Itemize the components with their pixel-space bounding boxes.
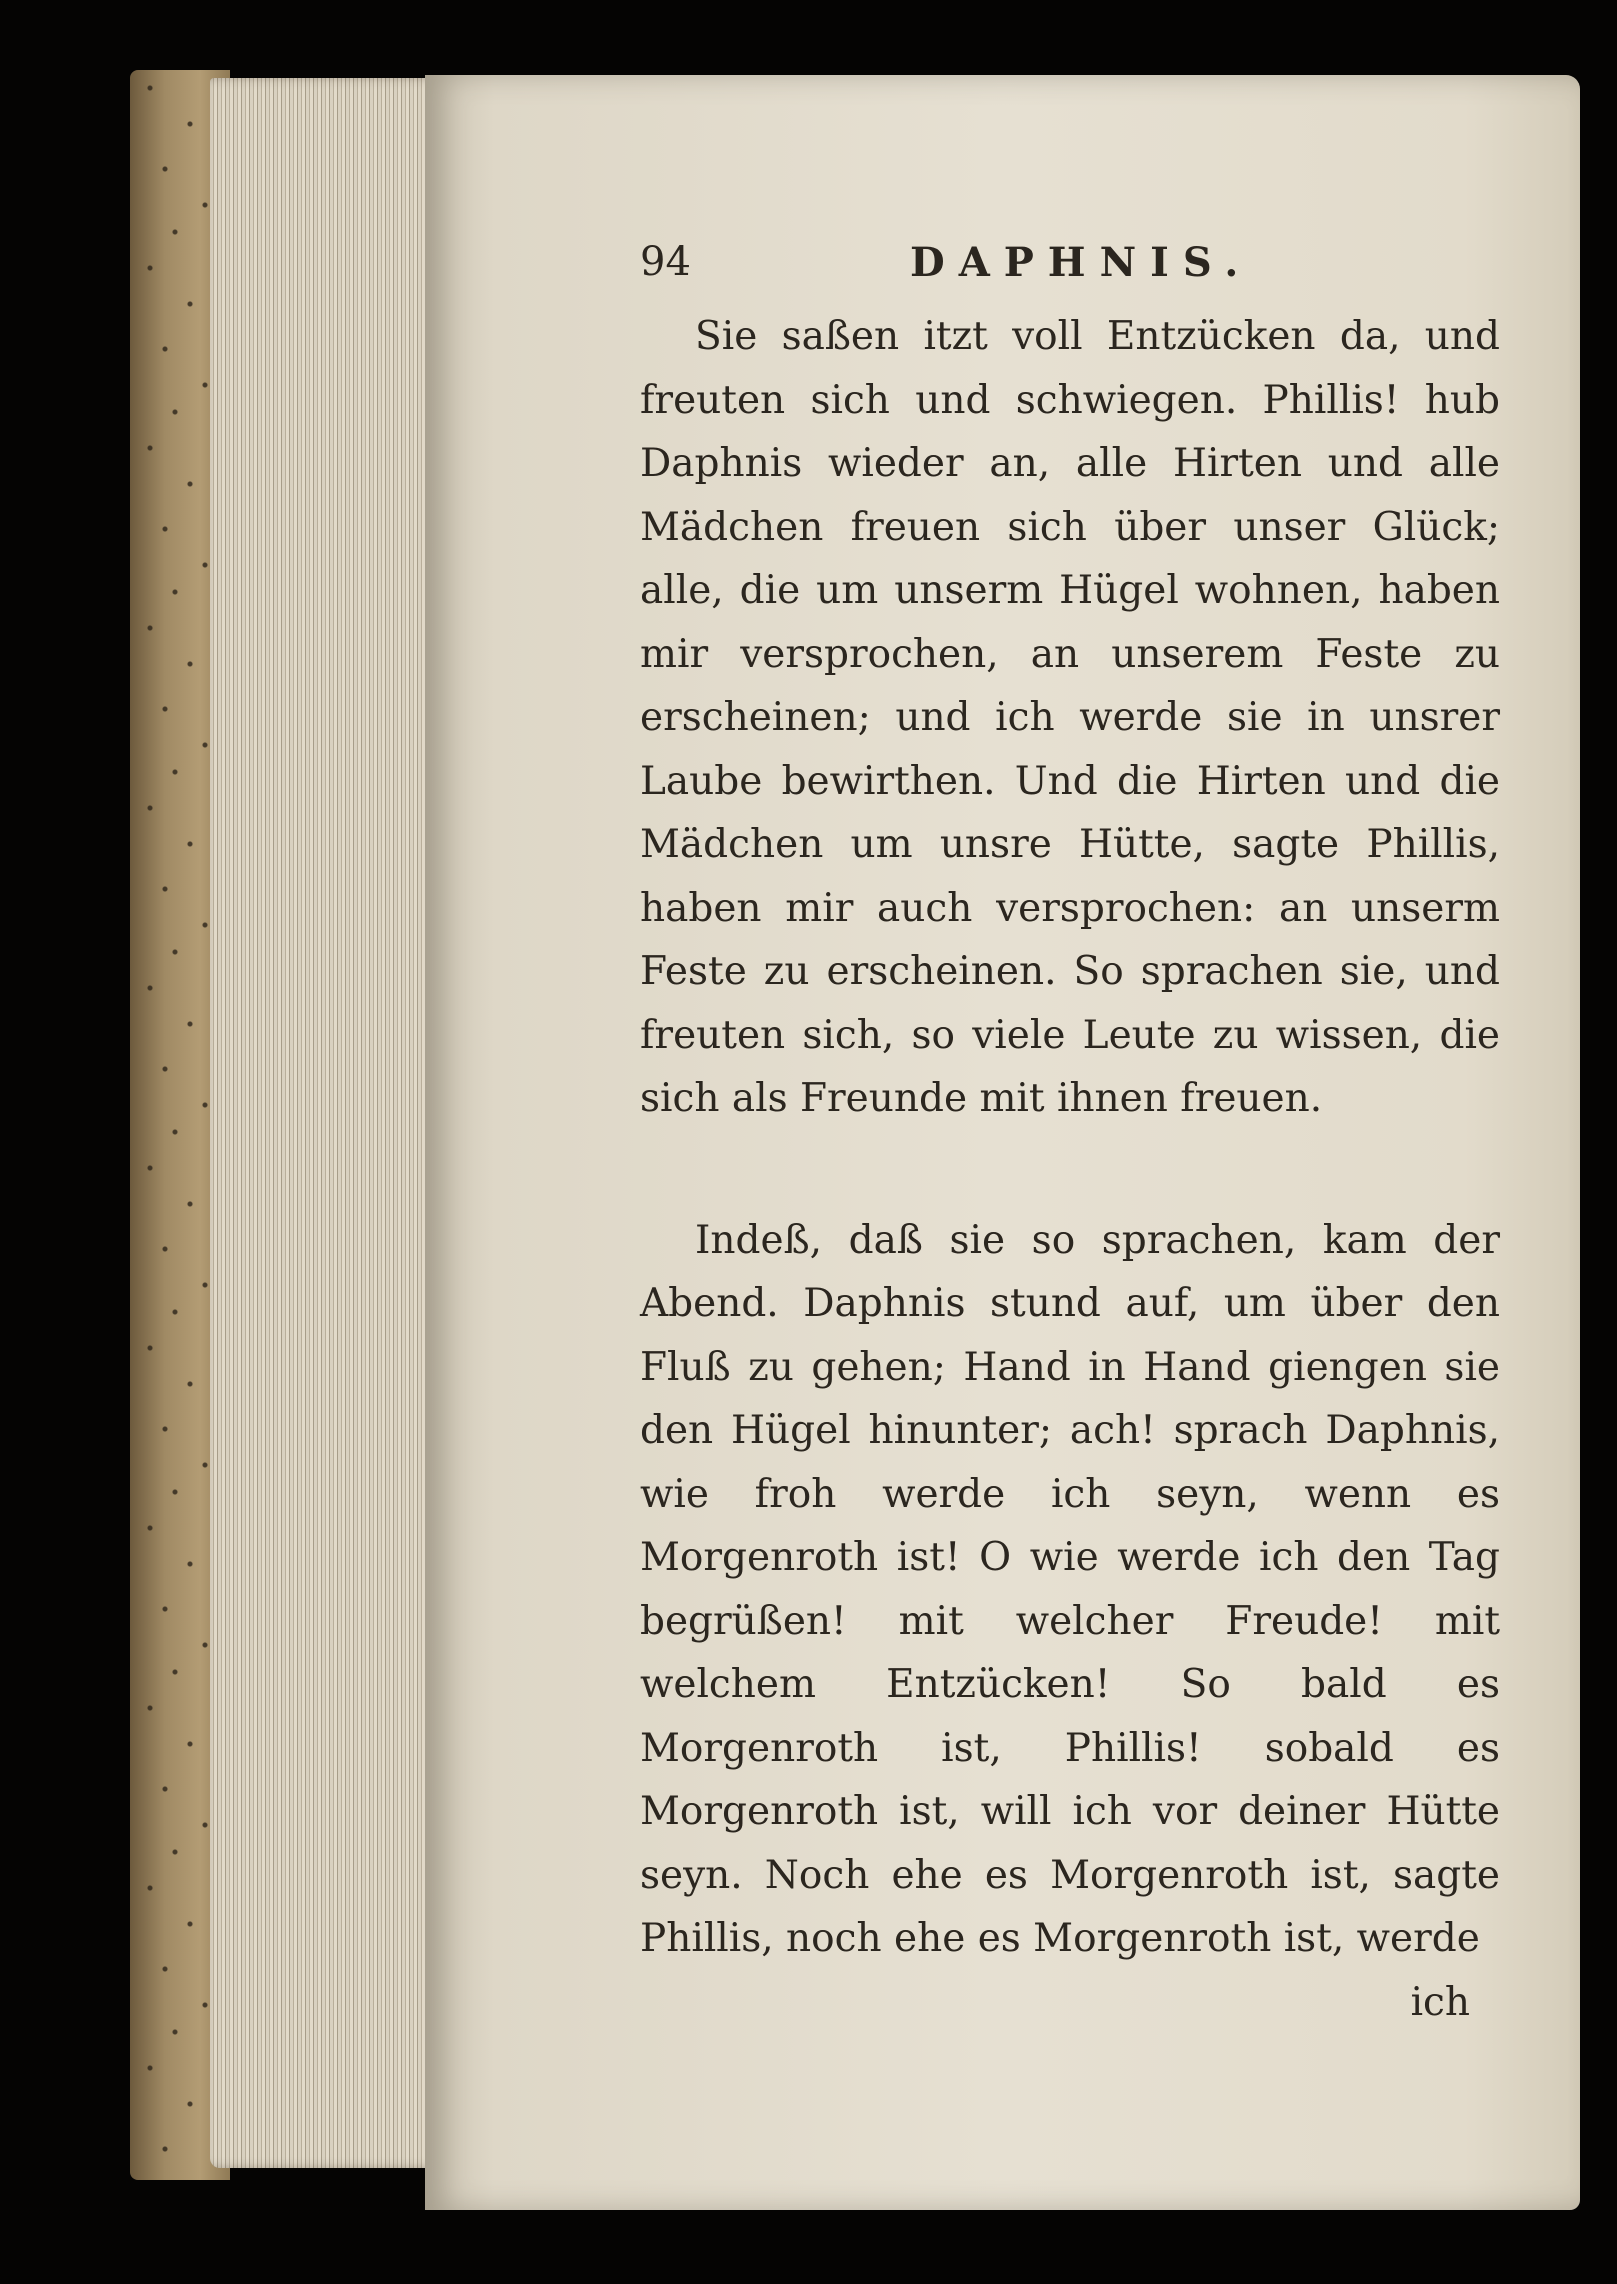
running-head-title: DAPHNIS. — [910, 239, 1253, 286]
book-page — [425, 75, 1580, 2210]
paragraph-1: Sie saßen itzt voll Entzücken da, und freuten sich und schwiegen. Phillis! hub Daphnis wieder an, alle Hirten und alle Mädchen freuen sich über unser Glück; alle, die um unserm Hügel wohnen, haben mir versprochen, an unserem Feste zu erscheinen; und ich werde sie in unsrer Laube bewirthen. Und die Hirten und die Mädchen um unsre Hütte, sagte Phillis, haben mir auch versprochen: an unserm Feste zu erscheinen. So sprachen sie, und freuten sich, so viele Leute zu wissen, die sich als Freunde mit ihnen freuen. — [640, 314, 1500, 1121]
catchword: ich — [1410, 1979, 1470, 2025]
page-fore-edge — [210, 78, 440, 2168]
page-number: 94 — [640, 239, 691, 285]
running-head — [640, 235, 1500, 305]
paragraph-2: Indeß, daß sie so sprachen, kam der Abend. Daphnis stund auf, um über den Fluß zu gehen; Hand in Hand giengen sie den Hügel hinunter; ach! sprach Daphnis, wie froh werde ich seyn, wenn es Morgenroth ist! O wie werde ich den Tag begrüßen! mit welcher Freude! mit welchem Entzücken! So bald es Morgenroth ist, Phillis! sobald es Morgenroth ist, will ich vor deiner Hütte seyn. Noch ehe es Morgenroth ist, sagte Phillis, noch ehe es Morgenroth ist, werde — [640, 1217, 1500, 1961]
page-text-block — [640, 235, 1500, 2034]
